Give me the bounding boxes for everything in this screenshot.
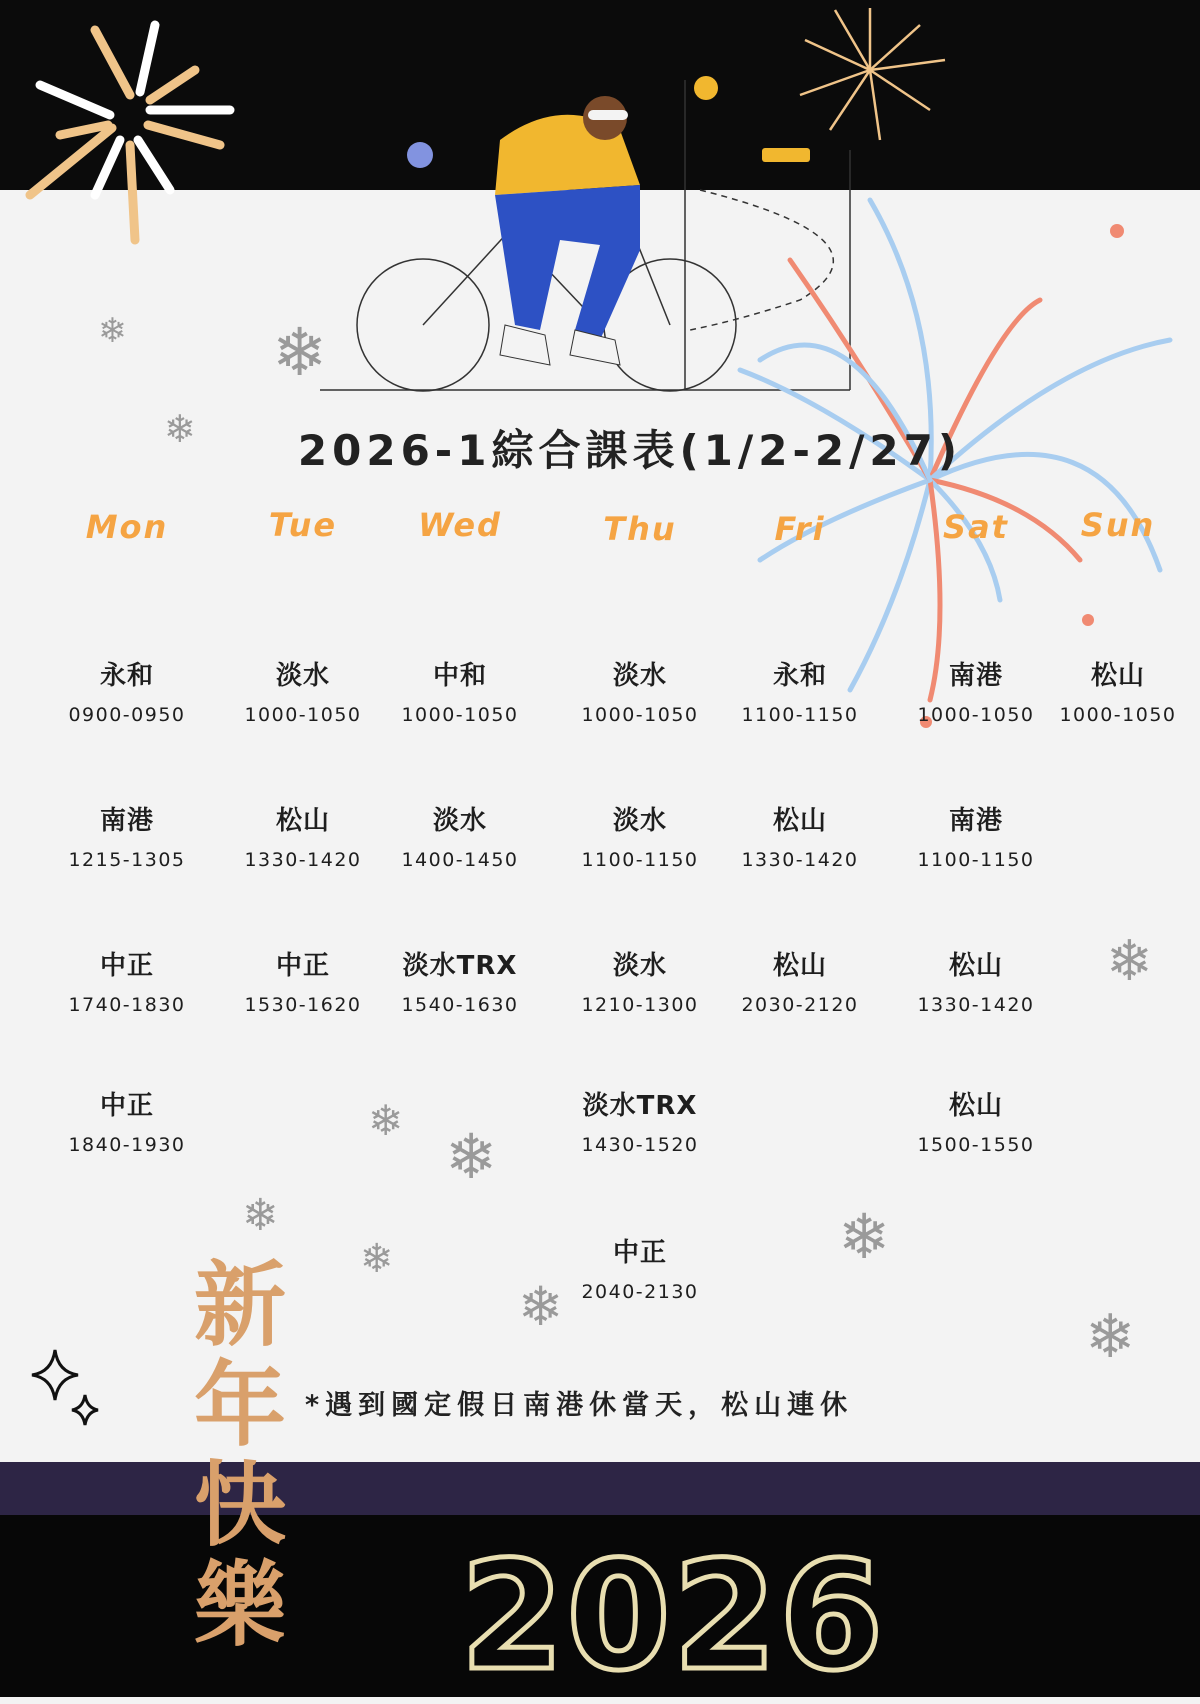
class-time: 1540-1630 [401, 994, 519, 1016]
class-entry-wed-3 [380, 945, 540, 1016]
class-entry-thu-3 [560, 945, 720, 1016]
class-time: 1500-1550 [917, 1134, 1035, 1156]
class-entry-mon-2 [47, 800, 207, 871]
class-entry-wed-2 [380, 800, 540, 871]
class-location: 南港 [99, 806, 154, 836]
page-title: 2026-1綜合課表(1/2-2/27) [297, 426, 963, 475]
day-header-fri: Fri [774, 510, 826, 548]
class-location: 松山 [772, 951, 827, 981]
class-time: 1100-1150 [917, 849, 1035, 871]
class-location: 淡水 [432, 806, 487, 836]
class-time: 1740-1830 [68, 994, 186, 1016]
class-location: 中和 [432, 661, 487, 691]
class-time: 1330-1420 [741, 849, 859, 871]
cyclist-body-icon [407, 76, 810, 365]
class-location: 淡水 [275, 661, 330, 691]
class-time: 1330-1420 [244, 849, 362, 871]
class-entry-thu-5 [560, 1232, 720, 1303]
day-header-thu: Thu [603, 510, 677, 548]
class-time: 1430-1520 [581, 1134, 699, 1156]
class-entry-tue-3 [223, 945, 383, 1016]
class-entry-wed-1 [380, 655, 540, 726]
class-location: 淡水 [612, 951, 667, 981]
day-header-wed: Wed [418, 506, 502, 544]
day-header-sat: Sat [943, 508, 1009, 546]
class-entry-fri-2 [720, 800, 880, 871]
class-time: 0900-0950 [68, 704, 186, 726]
class-time: 1000-1050 [581, 704, 699, 726]
class-entry-sat-2 [896, 800, 1056, 871]
day-header-tue: Tue [268, 506, 338, 544]
class-location: 松山 [1090, 661, 1145, 691]
day-header-sun: Sun [1080, 506, 1156, 544]
class-entry-fri-1 [720, 655, 880, 726]
class-time: 1215-1305 [68, 849, 186, 871]
svg-text:❄: ❄ [518, 1275, 564, 1338]
sparkle-icons [32, 1350, 98, 1425]
svg-text:❄: ❄ [242, 1190, 279, 1241]
class-entry-tue-2 [223, 800, 383, 871]
svg-text:❄: ❄ [1085, 1302, 1136, 1372]
svg-text:❄: ❄ [368, 1096, 404, 1145]
firework-top-left-icon [30, 25, 230, 240]
class-location: 中正 [99, 1091, 154, 1121]
class-entry-mon-4 [47, 1085, 207, 1156]
firework-top-right-icon [800, 8, 945, 140]
class-time: 1330-1420 [917, 994, 1035, 1016]
class-time: 1100-1150 [741, 704, 859, 726]
svg-text:❄: ❄ [445, 1120, 497, 1193]
class-location: 淡水TRX [582, 1091, 698, 1121]
class-location: 永和 [99, 661, 154, 691]
class-time: 1000-1050 [244, 704, 362, 726]
class-location: 淡水 [612, 806, 667, 836]
class-location: 淡水TRX [402, 951, 518, 981]
class-location: 松山 [772, 806, 827, 836]
svg-text:❄: ❄ [838, 1200, 890, 1273]
class-location: 中正 [99, 951, 154, 981]
svg-text:❄: ❄ [164, 407, 196, 451]
class-location: 松山 [275, 806, 330, 836]
year-banner: 2026 [460, 1530, 886, 1704]
class-location: 中正 [612, 1238, 667, 1268]
class-location: 淡水 [612, 661, 667, 691]
class-entry-mon-3 [47, 945, 207, 1016]
class-time: 1210-1300 [581, 994, 699, 1016]
class-time: 1100-1150 [581, 849, 699, 871]
class-time: 1530-1620 [244, 994, 362, 1016]
class-location: 南港 [948, 661, 1003, 691]
class-entry-sun-1 [1038, 655, 1198, 726]
svg-text:❄: ❄ [98, 311, 127, 351]
class-time: 2040-2130 [581, 1281, 699, 1303]
class-entry-thu-1 [560, 655, 720, 726]
class-entry-tue-1 [223, 655, 383, 726]
class-location: 永和 [772, 661, 827, 691]
class-entry-sat-4 [896, 1085, 1056, 1156]
class-time: 1000-1050 [401, 704, 519, 726]
class-time: 1000-1050 [1059, 704, 1177, 726]
class-time: 2030-2120 [741, 994, 859, 1016]
class-entry-sat-1 [896, 655, 1056, 726]
class-entry-mon-1 [47, 655, 207, 726]
class-entry-thu-2 [560, 800, 720, 871]
new-year-greeting: 新年快樂 [193, 1251, 286, 1659]
svg-text:❄: ❄ [272, 314, 328, 391]
class-location: 南港 [948, 806, 1003, 836]
class-entry-fri-3 [720, 945, 880, 1016]
class-location: 中正 [275, 951, 330, 981]
class-location: 松山 [948, 1091, 1003, 1121]
svg-text:❄: ❄ [360, 1236, 394, 1282]
class-entry-thu-4 [560, 1085, 720, 1156]
svg-text:❄: ❄ [1106, 929, 1153, 994]
holiday-note: *遇到國定假日南港休當天，松山連休 [305, 1390, 854, 1421]
day-header-mon: Mon [85, 508, 169, 546]
class-time: 1000-1050 [917, 704, 1035, 726]
class-time: 1840-1930 [68, 1134, 186, 1156]
class-time: 1400-1450 [401, 849, 519, 871]
class-entry-sat-3 [896, 945, 1056, 1016]
class-location: 松山 [948, 951, 1003, 981]
